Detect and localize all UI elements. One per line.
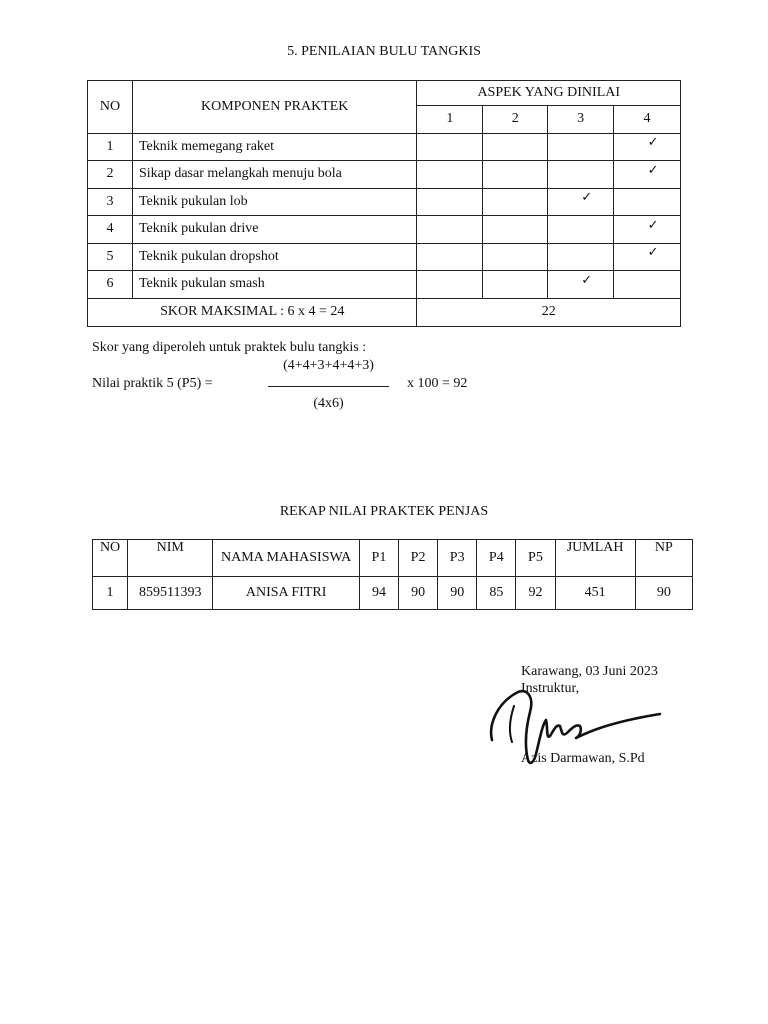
score-cell-3 bbox=[548, 271, 614, 299]
score-cell-3 bbox=[548, 188, 614, 216]
table-row bbox=[88, 216, 681, 244]
score-cell-3 bbox=[548, 161, 614, 189]
row-komponen: Teknik pukulan drive bbox=[132, 216, 417, 244]
signature-role: Instruktur, bbox=[521, 681, 580, 696]
skor-maksimal-label: SKOR MAKSIMAL : 6 x 4 = 24 bbox=[88, 298, 417, 326]
rekap-header-p4: P4 bbox=[477, 540, 516, 577]
rekap-np: 90 bbox=[635, 577, 692, 610]
section-title: 5. PENILAIAN BULU TANGKIS bbox=[287, 44, 481, 59]
calc-intro: Skor yang diperoleh untuk praktek bulu tangkis : bbox=[92, 340, 367, 355]
rekap-p3: 90 bbox=[438, 577, 477, 610]
calc-numerator: (4+4+3+4+4+3) bbox=[283, 358, 374, 373]
assessment-rows bbox=[88, 133, 681, 298]
calc-label: Nilai praktik 5 (P5) = bbox=[92, 376, 213, 391]
check-icon: ✓ bbox=[647, 217, 659, 233]
row-no: 5 bbox=[88, 243, 133, 271]
score-cell-1 bbox=[417, 216, 483, 244]
aspek-level-1: 1 bbox=[417, 106, 483, 134]
skor-total: 22 bbox=[417, 298, 681, 326]
rekap-jumlah: 451 bbox=[555, 577, 635, 610]
aspek-level-2: 2 bbox=[483, 106, 548, 134]
row-no: 1 bbox=[88, 133, 133, 161]
aspek-level-3: 3 bbox=[548, 106, 614, 134]
row-komponen: Sikap dasar melangkah menuju bola bbox=[132, 161, 417, 189]
rekap-p5: 92 bbox=[516, 577, 555, 610]
row-komponen: Teknik pukulan lob bbox=[132, 188, 417, 216]
calc-result: x 100 = 92 bbox=[407, 376, 468, 391]
table-row bbox=[88, 243, 681, 271]
check-icon: ✓ bbox=[647, 162, 659, 178]
rekap-nama: ANISA FITRI bbox=[213, 577, 359, 610]
rekap-header-p3: P3 bbox=[438, 540, 477, 577]
score-cell-4 bbox=[614, 243, 681, 271]
score-cell-1 bbox=[417, 188, 483, 216]
rekap-nim: 859511393 bbox=[128, 577, 213, 610]
table-row bbox=[88, 133, 681, 161]
header-no: NO bbox=[88, 81, 133, 134]
score-cell-3 bbox=[548, 243, 614, 271]
assessment-table bbox=[87, 80, 681, 327]
aspek-level-4: 4 bbox=[614, 106, 681, 134]
check-icon: ✓ bbox=[647, 135, 659, 151]
rekap-header-jumlah: JUMLAH bbox=[555, 540, 635, 577]
score-cell-1 bbox=[417, 133, 483, 161]
rekap-table bbox=[92, 539, 693, 610]
score-cell-2 bbox=[483, 161, 548, 189]
score-cell-2 bbox=[483, 216, 548, 244]
rekap-header-p1: P1 bbox=[359, 540, 398, 577]
rekap-p4: 85 bbox=[477, 577, 516, 610]
row-no: 6 bbox=[88, 271, 133, 299]
score-cell-2 bbox=[483, 271, 548, 299]
rekap-header-p5: P5 bbox=[516, 540, 555, 577]
score-cell-2 bbox=[483, 188, 548, 216]
row-komponen: Teknik memegang raket bbox=[132, 133, 417, 161]
table-row bbox=[88, 271, 681, 299]
check-icon: ✓ bbox=[581, 272, 593, 288]
rekap-header-p2: P2 bbox=[399, 540, 438, 577]
score-cell-4 bbox=[614, 188, 681, 216]
rekap-p1: 94 bbox=[359, 577, 398, 610]
score-cell-4 bbox=[614, 161, 681, 189]
row-komponen: Teknik pukulan dropshot bbox=[132, 243, 417, 271]
header-aspek: ASPEK YANG DINILAI bbox=[417, 81, 681, 106]
score-cell-1 bbox=[417, 243, 483, 271]
score-cell-1 bbox=[417, 271, 483, 299]
table-row bbox=[88, 188, 681, 216]
score-cell-4 bbox=[614, 216, 681, 244]
score-cell-2 bbox=[483, 243, 548, 271]
calc-denominator: (4x6) bbox=[313, 396, 344, 411]
score-cell-4 bbox=[614, 271, 681, 299]
signature-name: Azis Darmawan, S.Pd bbox=[521, 751, 645, 766]
rekap-title: REKAP NILAI PRAKTEK PENJAS bbox=[279, 504, 489, 519]
check-icon: ✓ bbox=[581, 190, 593, 206]
score-cell-4 bbox=[614, 133, 681, 161]
row-no: 4 bbox=[88, 216, 133, 244]
rekap-header-no: NO bbox=[93, 540, 128, 577]
score-cell-2 bbox=[483, 133, 548, 161]
row-komponen: Teknik pukulan smash bbox=[132, 271, 417, 299]
rekap-header-np: NP bbox=[635, 540, 692, 577]
row-no: 2 bbox=[88, 161, 133, 189]
table-row bbox=[93, 577, 693, 610]
table-row bbox=[88, 161, 681, 189]
rekap-header-nim: NIM bbox=[128, 540, 213, 577]
score-cell-1 bbox=[417, 161, 483, 189]
score-cell-3 bbox=[548, 216, 614, 244]
rekap-no: 1 bbox=[93, 577, 128, 610]
rekap-header-nama: NAMA MAHASISWA bbox=[213, 540, 359, 577]
score-cell-3 bbox=[548, 133, 614, 161]
check-icon: ✓ bbox=[647, 245, 659, 261]
header-komponen: KOMPONEN PRAKTEK bbox=[132, 81, 417, 134]
signature-place-date: Karawang, 03 Juni 2023 bbox=[521, 664, 658, 679]
rekap-p2: 90 bbox=[399, 577, 438, 610]
row-no: 3 bbox=[88, 188, 133, 216]
fraction-bar bbox=[268, 386, 389, 387]
